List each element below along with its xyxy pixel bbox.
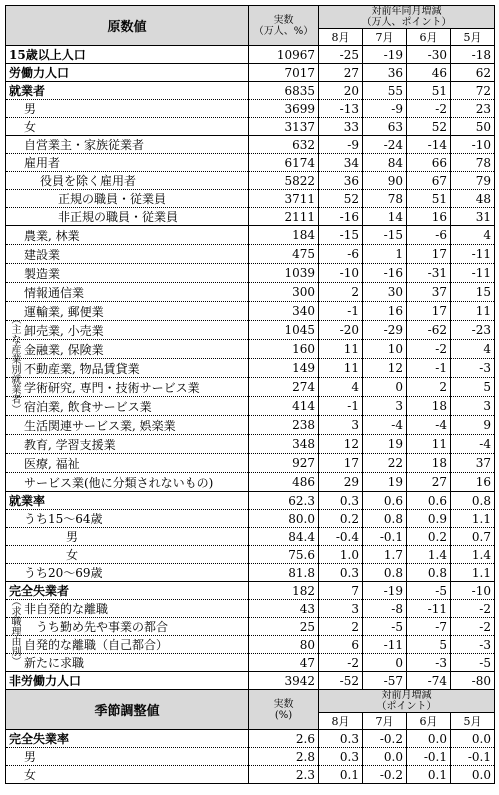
- table-row: [6, 748, 495, 766]
- row-change: -2: [319, 654, 363, 672]
- jissu-unit: （万人、%）: [253, 25, 314, 37]
- row-change: 17: [407, 245, 451, 264]
- row-change: 1.0: [319, 546, 363, 564]
- row-change: 36: [363, 64, 407, 82]
- row-change: -5: [363, 618, 407, 636]
- row-label: 情報通信業: [6, 283, 249, 302]
- row-change: 11: [319, 340, 363, 359]
- table-row: [6, 283, 495, 302]
- table-row: [6, 546, 495, 564]
- row-value: 486: [249, 473, 319, 492]
- row-value: 348: [249, 435, 319, 454]
- seasonally-adjusted-table: [5, 689, 495, 784]
- row-change: 0.1: [319, 766, 363, 784]
- row-change: 5: [451, 378, 495, 397]
- row-change: 36: [319, 172, 363, 190]
- row-label: 完全失業率: [6, 730, 249, 748]
- row-label: 教育, 学習支援業: [6, 435, 249, 454]
- row-value: 3711: [249, 190, 319, 208]
- table-row: [6, 672, 495, 690]
- row-value: 149: [249, 359, 319, 378]
- row-change: -0.2: [363, 730, 407, 748]
- row-label: 労働力人口: [6, 64, 249, 82]
- seasonal-jissu-header: [249, 690, 319, 730]
- row-change: 0.8: [363, 510, 407, 528]
- row-change: -9: [319, 136, 363, 154]
- row-value: 80: [249, 636, 319, 654]
- row-change: -0.1: [407, 748, 451, 766]
- seasonal-jissu-label: 実数: [273, 698, 294, 710]
- seasonal-jissu-unit: (%): [274, 709, 293, 721]
- table-row: [6, 654, 495, 672]
- row-change: -0.4: [319, 528, 363, 546]
- seasonal-change-label: 対前月増減: [381, 690, 432, 701]
- month-header: 7月: [363, 29, 407, 46]
- row-label: 運輸業, 郵便業: [6, 302, 249, 321]
- table-row: [6, 208, 495, 226]
- row-change: 20: [319, 82, 363, 100]
- row-change: 52: [407, 118, 451, 136]
- table-row: [6, 600, 495, 618]
- row-change: 23: [451, 100, 495, 118]
- row-change: 67: [407, 172, 451, 190]
- row-value: 2.8: [249, 748, 319, 766]
- row-value: 927: [249, 454, 319, 473]
- row-value: 6174: [249, 154, 319, 172]
- row-change: -11: [363, 636, 407, 654]
- row-value: 2.6: [249, 730, 319, 748]
- row-change: 1.1: [451, 510, 495, 528]
- row-label: 新たに求職: [6, 654, 249, 672]
- table-row: [6, 730, 495, 748]
- row-value: 2.3: [249, 766, 319, 784]
- row-label: うち20～69歳: [6, 564, 249, 582]
- row-label: 卸売業, 小売業: [6, 321, 249, 340]
- row-change: 1.4: [407, 546, 451, 564]
- row-change: -3: [451, 359, 495, 378]
- month-header: 6月: [407, 713, 451, 730]
- row-change: -2: [407, 100, 451, 118]
- row-value: 43: [249, 600, 319, 618]
- row-change: 1.1: [451, 564, 495, 582]
- row-change: 12: [363, 359, 407, 378]
- row-change: 51: [407, 190, 451, 208]
- row-change: 0: [363, 654, 407, 672]
- row-label: 役員を除く雇用者: [6, 172, 249, 190]
- row-change: 3: [319, 416, 363, 435]
- row-label: 宿泊業, 飲食サービス業: [6, 397, 249, 416]
- row-change: 2: [319, 618, 363, 636]
- row-value: 184: [249, 226, 319, 245]
- row-change: 31: [451, 208, 495, 226]
- row-label: 完全失業者: [6, 582, 249, 600]
- table-row: [6, 473, 495, 492]
- row-value: 47: [249, 654, 319, 672]
- row-change: -3: [407, 654, 451, 672]
- table-row: [6, 564, 495, 582]
- row-value: 632: [249, 136, 319, 154]
- row-change: 3: [363, 397, 407, 416]
- row-change: -0.1: [451, 748, 495, 766]
- row-change: 6: [319, 636, 363, 654]
- row-change: -30: [407, 46, 451, 64]
- month-header: 5月: [451, 29, 495, 46]
- row-change: -9: [363, 100, 407, 118]
- row-change: -2: [451, 600, 495, 618]
- row-change: -16: [319, 208, 363, 226]
- table-row: [6, 510, 495, 528]
- row-change: 4: [451, 340, 495, 359]
- row-change: -10: [319, 264, 363, 283]
- row-change: 4: [319, 378, 363, 397]
- month-header: 6月: [407, 29, 451, 46]
- row-change: 33: [319, 118, 363, 136]
- original-values-title: 原数値: [6, 6, 249, 46]
- row-change: 52: [319, 190, 363, 208]
- row-change: 15: [451, 283, 495, 302]
- row-value: 3137: [249, 118, 319, 136]
- row-change: -62: [407, 321, 451, 340]
- jissu-label: 実数: [273, 14, 294, 26]
- table-row: [6, 245, 495, 264]
- row-value: 300: [249, 283, 319, 302]
- row-change: 48: [451, 190, 495, 208]
- row-change: -57: [363, 672, 407, 690]
- row-change: 0.7: [451, 528, 495, 546]
- row-value: 1045: [249, 321, 319, 340]
- table-row: [6, 64, 495, 82]
- row-change: 3: [319, 600, 363, 618]
- row-label: 正規の職員・従業員: [6, 190, 249, 208]
- row-change: -4: [363, 416, 407, 435]
- row-change: -11: [407, 600, 451, 618]
- row-change: 4: [451, 226, 495, 245]
- row-change: -6: [319, 245, 363, 264]
- row-change: -2: [407, 340, 451, 359]
- table-row: [6, 190, 495, 208]
- row-change: 0.8: [363, 564, 407, 582]
- row-change: 0.3: [319, 492, 363, 510]
- row-change: -15: [319, 226, 363, 245]
- row-label: 学術研究, 専門・技術サービス業: [6, 378, 249, 397]
- row-change: -11: [451, 245, 495, 264]
- month-header: 8月: [319, 29, 363, 46]
- table-row: [6, 492, 495, 510]
- table-row: [6, 100, 495, 118]
- row-change: -80: [451, 672, 495, 690]
- row-change: 1.4: [451, 546, 495, 564]
- month-header: 8月: [319, 713, 363, 730]
- row-label: 女: [6, 118, 249, 136]
- row-change: -6: [407, 226, 451, 245]
- seasonal-change-unit: （ポイント）: [376, 701, 437, 712]
- table-row: [6, 582, 495, 600]
- row-change: 0.2: [319, 510, 363, 528]
- row-change: -29: [363, 321, 407, 340]
- row-change: 37: [407, 283, 451, 302]
- row-change: 37: [451, 454, 495, 473]
- row-change: 0.1: [407, 766, 451, 784]
- row-change: 0.8: [407, 564, 451, 582]
- row-change: 0.3: [319, 564, 363, 582]
- table-row: [6, 118, 495, 136]
- row-change: -2: [451, 618, 495, 636]
- row-change: -13: [319, 100, 363, 118]
- row-value: 2111: [249, 208, 319, 226]
- row-change: -1: [319, 397, 363, 416]
- reason-group-label: （求職理由別）: [9, 596, 20, 666]
- table-row: [6, 172, 495, 190]
- row-change: 0.0: [451, 766, 495, 784]
- table-row: [6, 340, 495, 359]
- row-change: -15: [363, 226, 407, 245]
- row-change: 27: [319, 64, 363, 82]
- row-change: -0.2: [363, 766, 407, 784]
- row-change: 72: [451, 82, 495, 100]
- original-values-body: [6, 46, 495, 690]
- row-change: 0.8: [451, 492, 495, 510]
- row-change: -19: [363, 582, 407, 600]
- industry-group-label: （主な産業別就業者）: [9, 314, 20, 414]
- table-row: [6, 435, 495, 454]
- row-change: 30: [363, 283, 407, 302]
- row-value: 7017: [249, 64, 319, 82]
- row-value: 10967: [249, 46, 319, 64]
- table-row: [6, 618, 495, 636]
- table-row: [6, 397, 495, 416]
- row-change: 3: [451, 397, 495, 416]
- row-value: 160: [249, 340, 319, 359]
- table-row: [6, 82, 495, 100]
- row-change: 79: [451, 172, 495, 190]
- row-value: 3942: [249, 672, 319, 690]
- row-change: -1: [319, 302, 363, 321]
- row-label: 雇用者: [6, 154, 249, 172]
- row-change: 78: [363, 190, 407, 208]
- row-value: 274: [249, 378, 319, 397]
- table-row: [6, 766, 495, 784]
- row-value: 25: [249, 618, 319, 636]
- change-unit: （万人、ポイント）: [361, 17, 452, 28]
- row-value: 238: [249, 416, 319, 435]
- month-header: 5月: [451, 713, 495, 730]
- row-change: 34: [319, 154, 363, 172]
- row-label: 非自発的な離職: [6, 600, 249, 618]
- row-change: -20: [319, 321, 363, 340]
- row-change: 0.3: [319, 730, 363, 748]
- row-change: -18: [451, 46, 495, 64]
- row-change: -4: [451, 435, 495, 454]
- row-change: 18: [407, 454, 451, 473]
- row-change: 0.0: [451, 730, 495, 748]
- row-change: 0.6: [363, 492, 407, 510]
- table-row: [6, 416, 495, 435]
- row-change: -24: [363, 136, 407, 154]
- row-value: 414: [249, 397, 319, 416]
- row-change: -16: [363, 264, 407, 283]
- row-change: -19: [363, 46, 407, 64]
- row-change: -5: [451, 654, 495, 672]
- row-change: -25: [319, 46, 363, 64]
- row-change: -14: [407, 136, 451, 154]
- row-change: -3: [451, 636, 495, 654]
- row-value: 6835: [249, 82, 319, 100]
- row-change: 84: [363, 154, 407, 172]
- row-value: 3699: [249, 100, 319, 118]
- row-change: 17: [407, 302, 451, 321]
- row-change: -8: [363, 600, 407, 618]
- row-change: 90: [363, 172, 407, 190]
- row-value: 81.8: [249, 564, 319, 582]
- row-change: 16: [363, 302, 407, 321]
- seasonal-title: 季節調整値: [6, 690, 249, 730]
- row-change: 51: [407, 82, 451, 100]
- table-row: [6, 46, 495, 64]
- row-label: うち15～64歳: [6, 510, 249, 528]
- row-value: 5822: [249, 172, 319, 190]
- original-values-table: [5, 5, 495, 690]
- row-change: 1: [363, 245, 407, 264]
- row-change: 55: [363, 82, 407, 100]
- table-row: [6, 454, 495, 473]
- row-change: 0.6: [407, 492, 451, 510]
- row-label: 非労働力人口: [6, 672, 249, 690]
- row-change: 7: [319, 582, 363, 600]
- row-change: -7: [407, 618, 451, 636]
- row-change: 50: [451, 118, 495, 136]
- row-label: 生活関連サービス業, 娯楽業: [6, 416, 249, 435]
- row-change: 1.7: [363, 546, 407, 564]
- row-label: 15歳以上人口: [6, 46, 249, 64]
- row-change: 62: [451, 64, 495, 82]
- row-change: -10: [451, 136, 495, 154]
- row-change: 16: [451, 473, 495, 492]
- row-value: 1039: [249, 264, 319, 283]
- change-label: 対前年同月増減: [371, 6, 442, 17]
- row-change: 29: [319, 473, 363, 492]
- row-label: 自営業主・家族従業者: [6, 136, 249, 154]
- seasonal-change-header: [319, 690, 495, 713]
- row-change: 0.2: [407, 528, 451, 546]
- row-label: 女: [6, 546, 249, 564]
- row-value: 80.0: [249, 510, 319, 528]
- row-change: 0.0: [363, 748, 407, 766]
- row-label: 製造業: [6, 264, 249, 283]
- table-row: [6, 528, 495, 546]
- row-label: 就業率: [6, 492, 249, 510]
- row-change: 78: [451, 154, 495, 172]
- table-row: [6, 359, 495, 378]
- row-change: 11: [319, 359, 363, 378]
- row-change: -11: [451, 264, 495, 283]
- row-label: 就業者: [6, 82, 249, 100]
- row-change: -5: [407, 582, 451, 600]
- row-change: 27: [407, 473, 451, 492]
- row-change: 14: [363, 208, 407, 226]
- row-change: 0: [363, 378, 407, 397]
- row-label: 自発的な離職（自己都合）: [6, 636, 249, 654]
- row-change: 0.9: [407, 510, 451, 528]
- row-change: 19: [363, 435, 407, 454]
- row-change: -10: [451, 582, 495, 600]
- row-label: 建設業: [6, 245, 249, 264]
- row-change: 66: [407, 154, 451, 172]
- row-change: 18: [407, 397, 451, 416]
- table-row: [6, 264, 495, 283]
- row-value: 62.3: [249, 492, 319, 510]
- change-header: [319, 6, 495, 29]
- table-row: [6, 154, 495, 172]
- row-change: 11: [407, 435, 451, 454]
- row-change: 63: [363, 118, 407, 136]
- row-value: 75.6: [249, 546, 319, 564]
- row-change: 2: [319, 283, 363, 302]
- row-change: -1: [407, 359, 451, 378]
- row-change: -23: [451, 321, 495, 340]
- row-change: 17: [319, 454, 363, 473]
- row-value: 84.4: [249, 528, 319, 546]
- row-label: うち勤め先や事業の都合: [6, 618, 249, 636]
- row-label: 農業, 林業: [6, 226, 249, 245]
- month-header: 7月: [363, 713, 407, 730]
- row-change: 0.0: [407, 730, 451, 748]
- row-change: 11: [451, 302, 495, 321]
- table-row: [6, 636, 495, 654]
- row-change: 22: [363, 454, 407, 473]
- row-change: -74: [407, 672, 451, 690]
- row-change: 0.3: [319, 748, 363, 766]
- row-value: 475: [249, 245, 319, 264]
- row-change: -0.1: [363, 528, 407, 546]
- row-label: 医療, 福祉: [6, 454, 249, 473]
- row-change: 9: [451, 416, 495, 435]
- seasonally-adjusted-body: [6, 730, 495, 784]
- row-change: 46: [407, 64, 451, 82]
- row-label: 非正規の職員・従業員: [6, 208, 249, 226]
- row-value: 182: [249, 582, 319, 600]
- row-label: 男: [6, 748, 249, 766]
- row-change: -52: [319, 672, 363, 690]
- table-row: [6, 321, 495, 340]
- row-label: 女: [6, 766, 249, 784]
- row-value: 340: [249, 302, 319, 321]
- row-change: 12: [319, 435, 363, 454]
- row-change: 16: [407, 208, 451, 226]
- row-change: -31: [407, 264, 451, 283]
- table-row: [6, 136, 495, 154]
- row-label: 不動産業, 物品賃貸業: [6, 359, 249, 378]
- row-change: -4: [407, 416, 451, 435]
- row-label: サービス業(他に分類されないもの): [6, 473, 249, 492]
- row-change: 10: [363, 340, 407, 359]
- row-change: 2: [407, 378, 451, 397]
- row-change: 5: [407, 636, 451, 654]
- row-label: 男: [6, 100, 249, 118]
- row-label: 男: [6, 528, 249, 546]
- table-row: [6, 226, 495, 245]
- row-label: 金融業, 保険業: [6, 340, 249, 359]
- row-change: 19: [363, 473, 407, 492]
- jissu-header: [249, 6, 319, 46]
- table-row: [6, 378, 495, 397]
- table-row: [6, 302, 495, 321]
